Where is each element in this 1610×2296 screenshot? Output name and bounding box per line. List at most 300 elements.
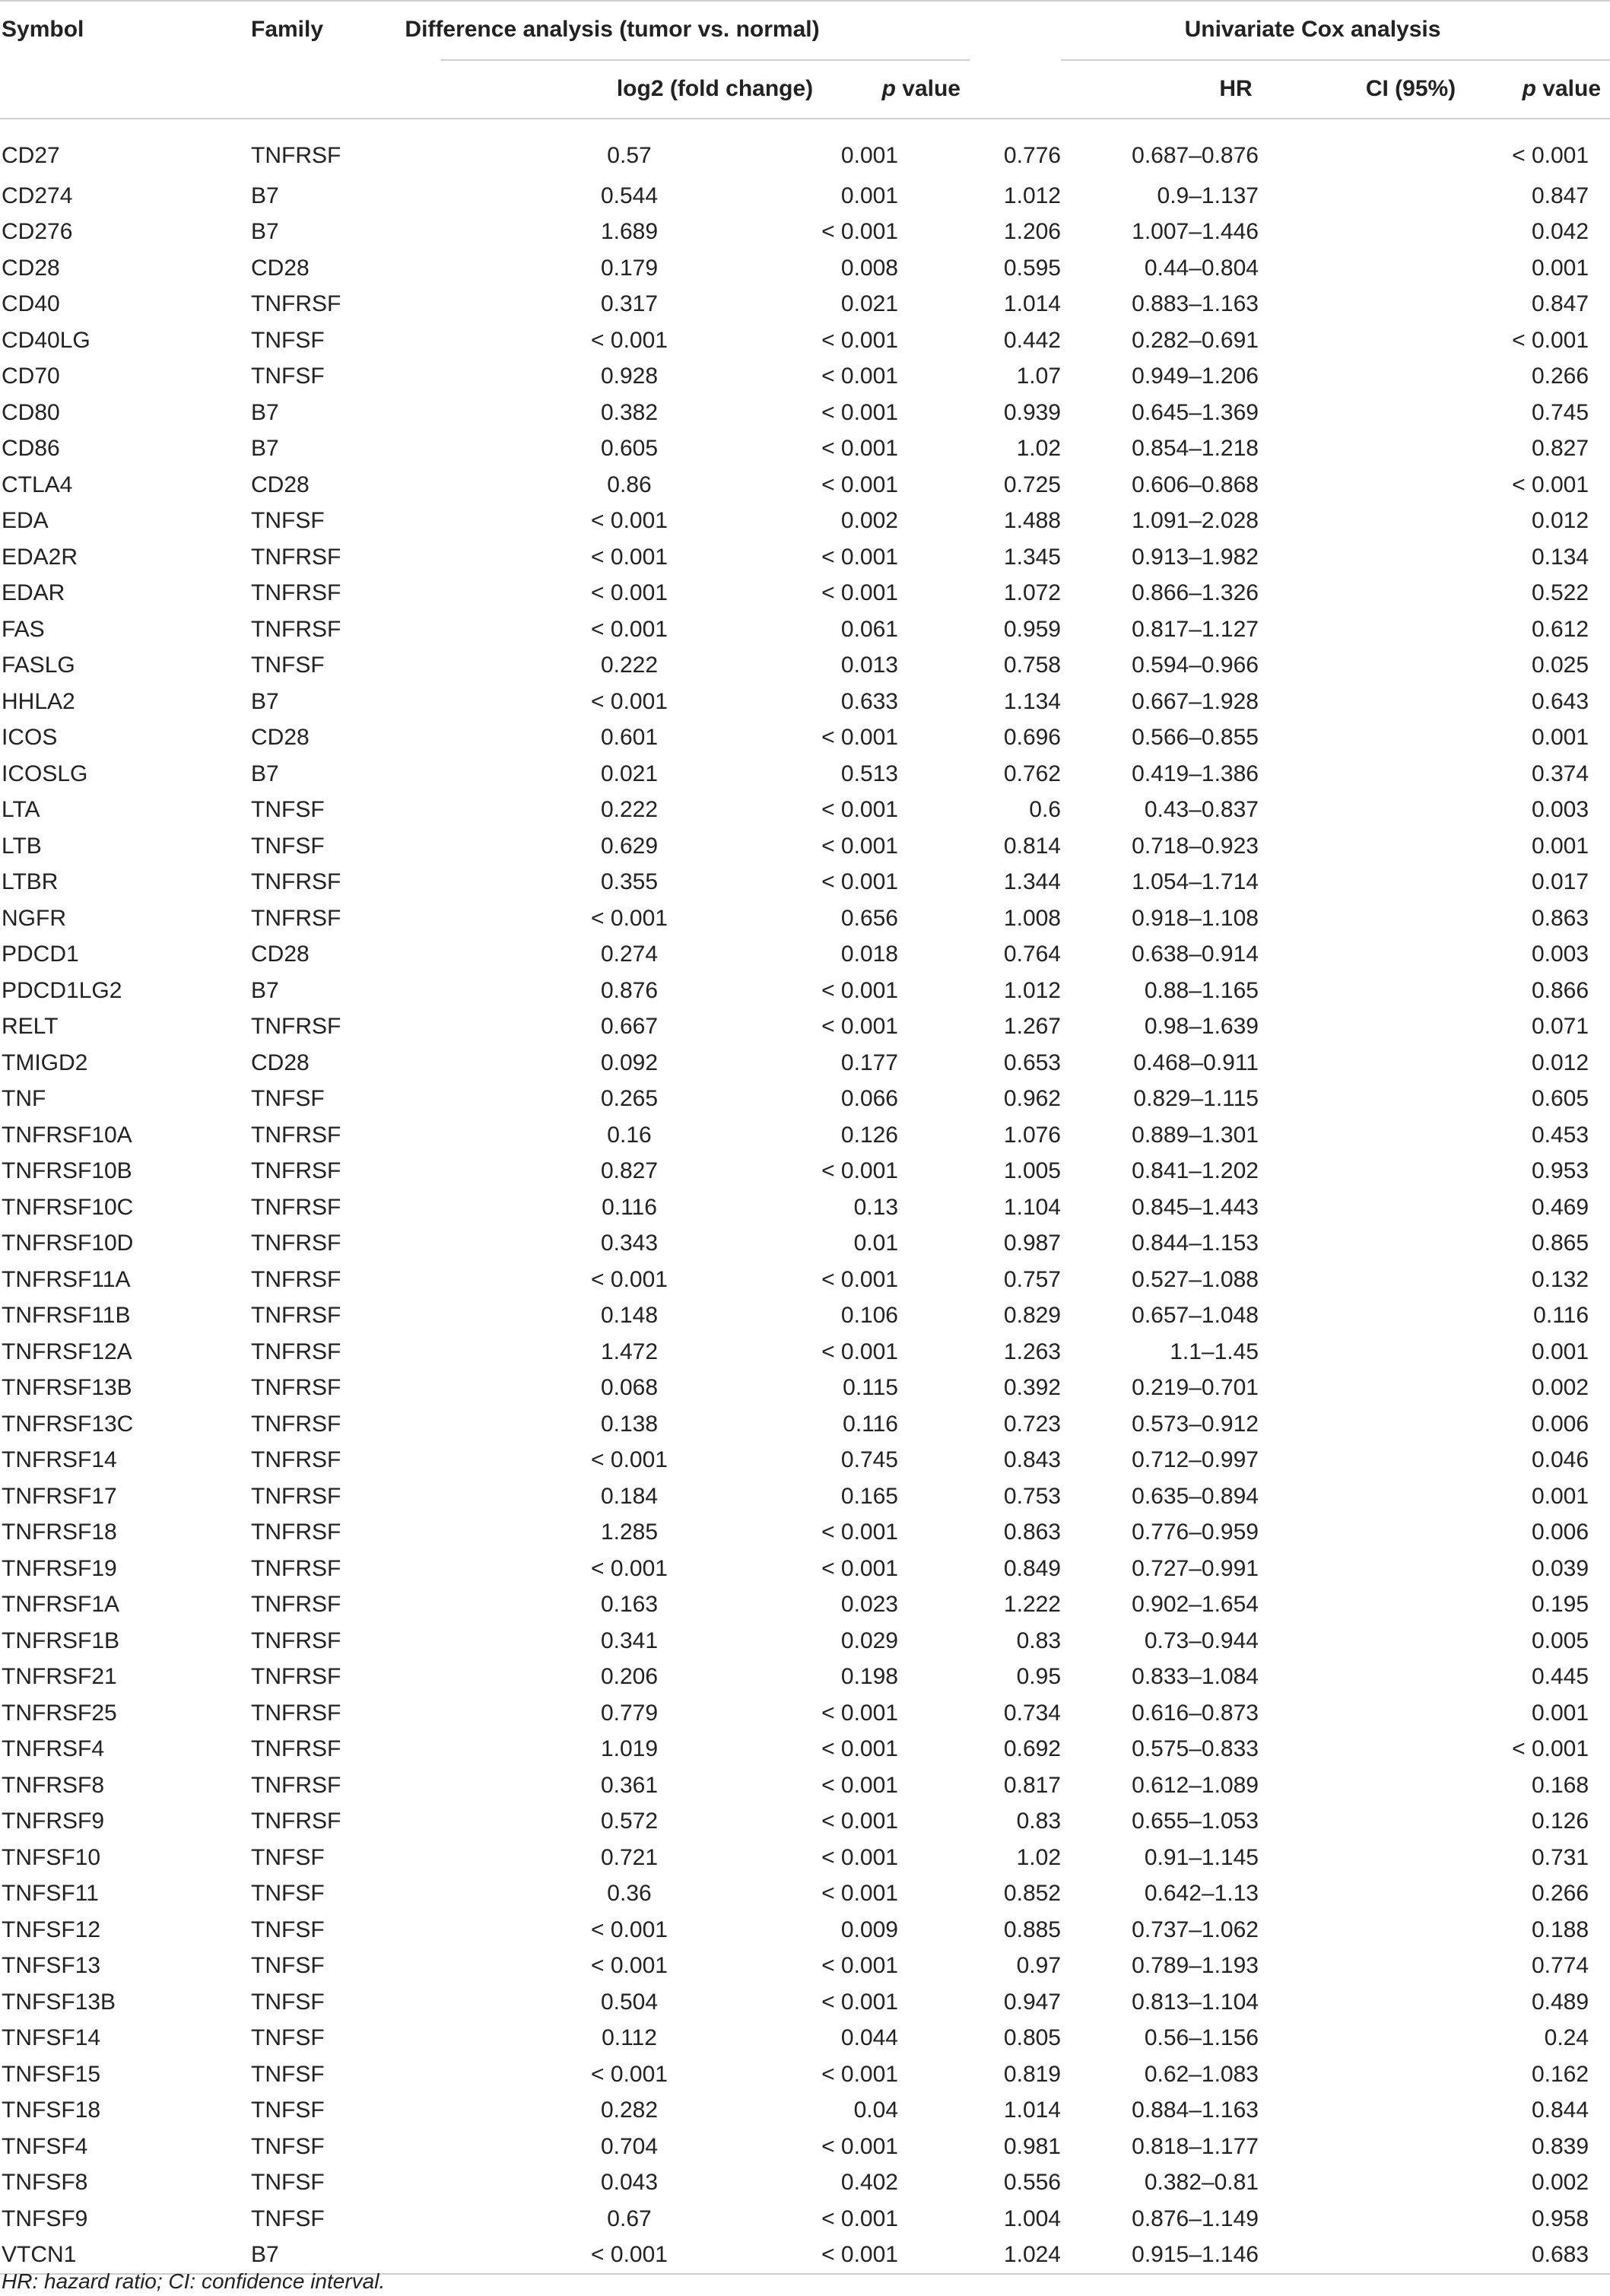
cell-log2fc: 0.021 bbox=[600, 761, 659, 786]
cell-log2fc: < 0.001 bbox=[591, 616, 668, 642]
cell-ci: 0.594–0.966 bbox=[1132, 653, 1259, 678]
cell-pvalue: < 0.001 bbox=[821, 1266, 898, 1292]
cell-pvalue: < 0.001 bbox=[821, 1881, 898, 1907]
cell-family: TNFRSF bbox=[251, 1158, 341, 1184]
cell-pvalue-cox: 0.847 bbox=[1531, 183, 1589, 208]
cell-family: TNFRSF bbox=[251, 905, 341, 931]
cell-hr: 0.817 bbox=[1003, 1772, 1061, 1798]
table-row bbox=[0, 322, 1610, 359]
cell-ci: 0.844–1.153 bbox=[1132, 1231, 1259, 1256]
cell-family: TNFSF bbox=[251, 653, 325, 678]
table-row bbox=[0, 1226, 1610, 1262]
cell-ci: 0.718–0.923 bbox=[1132, 833, 1259, 859]
cell-family: B7 bbox=[251, 183, 279, 208]
cell-symbol: TNFSF18 bbox=[2, 2098, 101, 2123]
cell-pvalue: < 0.001 bbox=[821, 1989, 898, 2015]
cell-symbol: CD274 bbox=[2, 183, 73, 208]
cell-symbol: FASLG bbox=[2, 653, 75, 678]
cell-ci: 0.789–1.193 bbox=[1132, 1953, 1259, 1979]
table-row bbox=[0, 900, 1610, 937]
cell-pvalue-cox: 0.266 bbox=[1531, 1881, 1589, 1907]
cell-pvalue: 0.633 bbox=[840, 688, 898, 714]
cell-hr: 0.653 bbox=[1003, 1050, 1061, 1075]
cell-pvalue: < 0.001 bbox=[821, 833, 898, 859]
cell-ci: 0.829–1.115 bbox=[1133, 1086, 1259, 1112]
cell-symbol: TNFSF13 bbox=[2, 1953, 101, 1979]
cell-pvalue-cox: 0.469 bbox=[1531, 1194, 1589, 1220]
cell-symbol: CD86 bbox=[2, 436, 60, 462]
cell-hr: 0.692 bbox=[1003, 1736, 1061, 1762]
cell-pvalue-cox: < 0.001 bbox=[1512, 472, 1589, 497]
cell-pvalue-cox: 0.001 bbox=[1531, 1483, 1589, 1509]
cell-pvalue-cox: 0.24 bbox=[1544, 2025, 1589, 2051]
cell-ci: 0.419–1.386 bbox=[1132, 761, 1259, 786]
cell-ci: 0.876–1.149 bbox=[1132, 2205, 1259, 2231]
cell-family: TNFRSF bbox=[251, 1194, 341, 1220]
cell-pvalue-cox: 0.012 bbox=[1531, 508, 1589, 534]
table-row bbox=[0, 1984, 1610, 2021]
cell-log2fc: 0.282 bbox=[600, 2098, 659, 2123]
cell-pvalue-cox: 0.953 bbox=[1531, 1158, 1589, 1184]
table-row bbox=[0, 539, 1610, 576]
cell-pvalue: < 0.001 bbox=[821, 1736, 898, 1762]
cell-pvalue: < 0.001 bbox=[821, 2133, 898, 2159]
cell-family: TNFRSF bbox=[251, 1483, 341, 1509]
cell-ci: 0.468–0.911 bbox=[1133, 1050, 1259, 1075]
table-row bbox=[0, 1334, 1610, 1370]
cell-pvalue: < 0.001 bbox=[696, 2237, 970, 2275]
cell-log2fc: 0.163 bbox=[600, 1592, 659, 1618]
cell-family: TNFSF bbox=[251, 1917, 325, 1942]
table-row bbox=[0, 250, 1610, 287]
table-row bbox=[0, 1370, 1610, 1407]
cell-log2fc: 0.116 bbox=[602, 1194, 657, 1220]
cell-pvalue: < 0.001 bbox=[821, 1772, 898, 1798]
cell-log2fc: 0.544 bbox=[600, 183, 659, 208]
cell-pvalue: < 0.001 bbox=[821, 1555, 898, 1581]
table-row bbox=[0, 2021, 1610, 2057]
table-row bbox=[0, 2165, 1610, 2202]
cell-pvalue-cox: 0.046 bbox=[1531, 1447, 1589, 1473]
cell-log2fc: < 0.001 bbox=[591, 688, 668, 714]
cell-log2fc: 0.572 bbox=[600, 1809, 659, 1834]
cell-hr: 0.758 bbox=[1003, 653, 1061, 678]
cell-pvalue-cox: 0.002 bbox=[1531, 1375, 1589, 1401]
cell-pvalue: < 0.001 bbox=[821, 327, 898, 353]
cell-log2fc: 1.019 bbox=[600, 1736, 659, 1762]
header-log2fc bbox=[441, 59, 814, 119]
cell-pvalue: < 0.001 bbox=[821, 544, 898, 570]
cell-hr: 1.222 bbox=[1003, 1592, 1061, 1618]
cell-symbol: TNFRSF14 bbox=[2, 1447, 117, 1473]
table-row bbox=[0, 178, 1610, 214]
cell-symbol: TNFRSF10C bbox=[2, 1194, 134, 1220]
cell-pvalue-cox: < 0.001 bbox=[1512, 142, 1589, 168]
cell-ci: 0.527–1.088 bbox=[1132, 1266, 1259, 1292]
cell-pvalue: < 0.001 bbox=[821, 364, 898, 389]
table-row bbox=[0, 287, 1610, 323]
cell-pvalue: 0.002 bbox=[840, 508, 898, 534]
cell-log2fc: 0.629 bbox=[600, 833, 659, 859]
table-row bbox=[0, 611, 1610, 648]
cell-ci: 0.889–1.301 bbox=[1132, 1122, 1259, 1148]
cell-ci: 0.737–1.062 bbox=[1132, 1917, 1259, 1942]
cell-pvalue-cox: 0.001 bbox=[1531, 725, 1589, 751]
cell-ci: 0.9–1.137 bbox=[1157, 183, 1259, 208]
cell-ci: 0.813–1.104 bbox=[1132, 1989, 1259, 2015]
cell-symbol: FAS bbox=[2, 616, 45, 642]
cell-pvalue-cox: 0.006 bbox=[1531, 1520, 1589, 1545]
cell-symbol: EDA2R bbox=[2, 544, 78, 570]
cell-ci: 0.657–1.048 bbox=[1132, 1303, 1259, 1329]
table-row bbox=[0, 576, 1610, 612]
cell-hr: 1.008 bbox=[1003, 905, 1061, 931]
cell-symbol: LTA bbox=[2, 797, 40, 823]
cell-pvalue: < 0.001 bbox=[821, 1700, 898, 1726]
table-footnote: HR: hazard ratio; CI: confidence interval. bbox=[2, 2269, 386, 2293]
table-row bbox=[0, 2237, 1610, 2275]
cell-pvalue-cox: 0.605 bbox=[1531, 1086, 1589, 1112]
cell-log2fc: 0.67 bbox=[607, 2205, 652, 2231]
cell-pvalue: 0.126 bbox=[840, 1122, 898, 1148]
cell-log2fc: 1.285 bbox=[600, 1520, 659, 1545]
cell-pvalue-cox: 0.445 bbox=[1531, 1664, 1589, 1690]
cell-pvalue: < 0.001 bbox=[821, 869, 898, 895]
cell-symbol: TNFRSF10A bbox=[2, 1122, 132, 1148]
cell-family: TNFSF bbox=[251, 1953, 325, 1979]
cell-family: TNFRSF bbox=[251, 1375, 341, 1401]
cell-pvalue: 0.106 bbox=[840, 1303, 898, 1329]
table-row bbox=[0, 1406, 1610, 1443]
table-row bbox=[0, 1009, 1610, 1046]
cell-log2fc: 0.704 bbox=[600, 2133, 659, 2159]
table-header bbox=[0, 1, 1610, 119]
cell-pvalue: 0.13 bbox=[853, 1194, 898, 1220]
cell-symbol: TNFRSF25 bbox=[2, 1700, 117, 1726]
cell-hr: 0.959 bbox=[1003, 616, 1061, 642]
cell-log2fc: 0.721 bbox=[600, 1844, 659, 1870]
cell-pvalue-cox: 0.012 bbox=[1531, 1050, 1589, 1075]
cell-pvalue-cox: 0.827 bbox=[1531, 436, 1589, 462]
cell-ci: 0.913–1.982 bbox=[1132, 544, 1259, 570]
cell-family: TNFRSF bbox=[251, 1014, 341, 1040]
cell-ci: 0.667–1.928 bbox=[1132, 688, 1259, 714]
table-row bbox=[0, 1767, 1610, 1804]
cell-pvalue-cox: 0.006 bbox=[1531, 1411, 1589, 1437]
cell-ci: 0.642–1.13 bbox=[1144, 1881, 1259, 1907]
cell-family: TNFRSF bbox=[251, 142, 341, 168]
cell-symbol: ICOS bbox=[2, 725, 58, 751]
cell-pvalue-cox: 0.489 bbox=[1531, 1989, 1589, 2015]
cell-pvalue-cox: 0.001 bbox=[1531, 1700, 1589, 1726]
cell-family: TNFSF bbox=[251, 1881, 325, 1907]
cell-pvalue-cox: 0.453 bbox=[1531, 1122, 1589, 1148]
cell-pvalue-cox: 0.003 bbox=[1531, 797, 1589, 823]
cell-pvalue-cox: 0.774 bbox=[1531, 1953, 1589, 1979]
cell-hr: 0.819 bbox=[1003, 2061, 1061, 2087]
table-row bbox=[0, 684, 1610, 720]
table-row bbox=[0, 756, 1610, 792]
cell-hr: 0.83 bbox=[1016, 1628, 1061, 1653]
cell-pvalue: < 0.001 bbox=[821, 219, 898, 245]
cell-ci: 0.712–0.997 bbox=[1132, 1447, 1259, 1473]
cell-family: CD28 bbox=[251, 725, 310, 751]
cell-hr: 1.012 bbox=[1003, 183, 1061, 208]
cell-pvalue-cox: 0.003 bbox=[1531, 942, 1589, 967]
cell-pvalue-cox: 0.643 bbox=[1531, 688, 1589, 714]
cell-log2fc: < 0.001 bbox=[591, 508, 668, 534]
cell-hr: 0.852 bbox=[1003, 1881, 1061, 1907]
cell-symbol: HHLA2 bbox=[2, 688, 75, 714]
cell-pvalue: 0.513 bbox=[840, 761, 898, 786]
cell-log2fc: 0.827 bbox=[600, 1158, 659, 1184]
table-row bbox=[0, 828, 1610, 865]
cell-hr: 1.344 bbox=[1003, 869, 1061, 895]
cell-hr: 0.734 bbox=[1003, 1700, 1061, 1726]
cell-pvalue: < 0.001 bbox=[821, 1014, 898, 1040]
cell-family: TNFRSF bbox=[251, 291, 341, 317]
cell-symbol: LTB bbox=[2, 833, 42, 859]
cell-hr: 0.6 bbox=[1029, 797, 1061, 823]
cell-ci: 0.606–0.868 bbox=[1132, 472, 1259, 497]
cell-hr: 0.843 bbox=[1003, 1447, 1061, 1473]
cell-family: TNFSF bbox=[251, 2098, 325, 2123]
cell-hr: 0.83 bbox=[1016, 1809, 1061, 1834]
cell-ci: 0.884–1.163 bbox=[1132, 2098, 1259, 2123]
cell-log2fc: 0.092 bbox=[600, 1050, 659, 1075]
cell-log2fc: 0.222 bbox=[600, 797, 659, 823]
table-row bbox=[0, 1695, 1610, 1732]
header-difference-group-label: Difference analysis (tumor vs. normal) bbox=[405, 17, 820, 42]
cell-symbol: TNFRSF12A bbox=[2, 1339, 132, 1364]
cell-pvalue: 0.023 bbox=[840, 1592, 898, 1618]
cell-symbol: TNFRSF8 bbox=[2, 1772, 104, 1798]
cell-log2fc: < 0.001 bbox=[441, 2237, 696, 2275]
header-symbol: Symbol bbox=[0, 1, 251, 59]
cell-log2fc: 0.317 bbox=[600, 291, 659, 317]
cell-pvalue: 0.013 bbox=[840, 653, 898, 678]
cell-pvalue: 0.115 bbox=[843, 1375, 898, 1401]
table-row bbox=[0, 648, 1610, 684]
cell-pvalue-cox: 0.132 bbox=[1531, 1266, 1589, 1292]
cell-pvalue: 0.001 bbox=[840, 183, 898, 208]
cell-pvalue: 0.04 bbox=[853, 2098, 898, 2123]
cell-ci: 0.56–1.156 bbox=[1144, 2025, 1259, 2051]
cell-hr: 1.02 bbox=[1016, 436, 1061, 462]
cell-family: TNFRSF bbox=[251, 1339, 341, 1364]
table-row bbox=[0, 865, 1610, 901]
cell-log2fc: < 0.001 bbox=[591, 544, 668, 570]
cell-ci: 0.91–1.145 bbox=[1144, 1844, 1259, 1870]
cell-symbol: CTLA4 bbox=[2, 472, 73, 497]
cell-log2fc: < 0.001 bbox=[591, 327, 668, 353]
cell-pvalue-cox: < 0.001 bbox=[1512, 1736, 1589, 1762]
cell-symbol: TNFSF11 bbox=[2, 1881, 99, 1907]
cell-family: TNFSF bbox=[251, 2061, 325, 2087]
header-cox-group bbox=[970, 1, 1610, 59]
cell-pvalue: < 0.001 bbox=[821, 725, 898, 751]
cell-log2fc: 0.184 bbox=[600, 1483, 659, 1509]
cell-pvalue: < 0.001 bbox=[821, 977, 898, 1003]
cell-pvalue: 0.021 bbox=[840, 291, 898, 317]
cell-symbol: CD40 bbox=[2, 291, 60, 317]
cell-hr: 0.829 bbox=[1003, 1303, 1061, 1329]
cell-hr: 0.757 bbox=[1003, 1266, 1061, 1292]
table-row bbox=[0, 1912, 1610, 1948]
cell-log2fc: < 0.001 bbox=[591, 1447, 668, 1473]
cell-symbol: NGFR bbox=[2, 905, 66, 931]
table-row bbox=[0, 1189, 1610, 1226]
header-pvalue-1-suffix: value bbox=[895, 75, 961, 101]
cell-log2fc: 0.355 bbox=[600, 869, 659, 895]
cell-hr: 1.076 bbox=[1003, 1122, 1061, 1148]
cell-pvalue: < 0.001 bbox=[821, 472, 898, 497]
cell-family: B7 bbox=[251, 761, 279, 786]
table-row bbox=[0, 359, 1610, 395]
cell-log2fc: 0.86 bbox=[607, 472, 652, 497]
table-row bbox=[0, 503, 1610, 540]
cell-pvalue-cox: 0.865 bbox=[1531, 1231, 1589, 1256]
header-pvalue-1-letter: p bbox=[881, 75, 896, 101]
cell-hr: 0.753 bbox=[1003, 1483, 1061, 1509]
table-row bbox=[0, 2093, 1610, 2129]
table-row bbox=[0, 1515, 1610, 1551]
cell-log2fc: 0.206 bbox=[600, 1664, 659, 1690]
cell-pvalue-cox: 0.134 bbox=[1531, 544, 1589, 570]
cell-hr: 0.442 bbox=[1003, 327, 1061, 353]
cell-symbol: VTCN1 bbox=[0, 2237, 251, 2275]
cell-hr: 1.07 bbox=[1016, 364, 1061, 389]
cell-log2fc: 0.779 bbox=[600, 1700, 659, 1726]
cell-symbol: TNFRSF4 bbox=[2, 1736, 104, 1762]
cell-pvalue: 0.008 bbox=[840, 255, 898, 281]
cell-ci: 0.818–1.177 bbox=[1132, 2133, 1259, 2159]
cell-family: TNFRSF bbox=[251, 1231, 341, 1256]
cell-ci: 0.687–0.876 bbox=[1132, 142, 1259, 168]
cell-log2fc: 0.112 bbox=[602, 2025, 657, 2051]
cell-pvalue-cox: 0.116 bbox=[1533, 1303, 1589, 1329]
table-row bbox=[0, 2201, 1610, 2237]
cell-pvalue: 0.001 bbox=[840, 142, 898, 168]
cell-ci: 1.1–1.45 bbox=[1170, 1339, 1259, 1364]
cell-pvalue-cox: 0.195 bbox=[1531, 1592, 1589, 1618]
cell-hr: 0.392 bbox=[1003, 1375, 1061, 1401]
cell-hr: 0.885 bbox=[1003, 1917, 1061, 1942]
cell-pvalue: 0.018 bbox=[840, 942, 898, 967]
cell-hr: 0.987 bbox=[1003, 1231, 1061, 1256]
cell-log2fc: 0.222 bbox=[600, 653, 659, 678]
cell-pvalue: < 0.001 bbox=[821, 1339, 898, 1364]
cell-pvalue-cox: 0.683 bbox=[1271, 2237, 1610, 2275]
cell-family: B7 bbox=[251, 399, 279, 425]
cell-pvalue-cox: 0.839 bbox=[1531, 2133, 1589, 2159]
table-row bbox=[0, 1876, 1610, 1913]
cell-pvalue: < 0.001 bbox=[821, 1844, 898, 1870]
table-row bbox=[0, 1154, 1610, 1190]
cell-ci: 0.88–1.165 bbox=[1144, 977, 1259, 1003]
cell-log2fc: < 0.001 bbox=[591, 2061, 668, 2087]
table-row bbox=[0, 1804, 1610, 1840]
cell-pvalue-cox: 0.612 bbox=[1531, 616, 1589, 642]
cell-hr: 0.595 bbox=[1003, 255, 1061, 281]
cell-family: CD28 bbox=[251, 942, 310, 967]
cell-ci: 0.98–1.639 bbox=[1144, 1014, 1259, 1040]
cell-pvalue-cox: 0.745 bbox=[1531, 399, 1589, 425]
table-row bbox=[0, 1732, 1610, 1768]
table-row bbox=[0, 1587, 1610, 1624]
cell-ci: 0.817–1.127 bbox=[1132, 616, 1259, 642]
cell-ci: 1.054–1.714 bbox=[1132, 869, 1259, 895]
cell-ci: 0.915–1.146 bbox=[1061, 2237, 1271, 2275]
cell-log2fc: 0.876 bbox=[600, 977, 659, 1003]
header-pvalue-2-letter: p bbox=[1522, 75, 1536, 101]
cell-log2fc: 0.382 bbox=[600, 399, 659, 425]
cell-family: TNFRSF bbox=[251, 1700, 341, 1726]
cell-family: TNFRSF bbox=[251, 1664, 341, 1690]
cell-family: TNFRSF bbox=[251, 869, 341, 895]
cell-pvalue-cox: 0.958 bbox=[1531, 2205, 1589, 2231]
cell-ci: 0.866–1.326 bbox=[1132, 580, 1259, 606]
cell-log2fc: 0.361 bbox=[600, 1772, 659, 1798]
cell-family: B7 bbox=[251, 219, 279, 245]
cell-family: TNFRSF bbox=[251, 1447, 341, 1473]
cell-ci: 0.655–1.053 bbox=[1132, 1809, 1259, 1834]
cell-pvalue-cox: 0.126 bbox=[1531, 1809, 1589, 1834]
cell-ci: 0.845–1.443 bbox=[1132, 1194, 1259, 1220]
cell-symbol: CD40LG bbox=[2, 327, 91, 353]
cell-family: TNFRSF bbox=[251, 1809, 341, 1834]
cell-pvalue-cox: 0.866 bbox=[1531, 977, 1589, 1003]
cell-pvalue-cox: 0.071 bbox=[1531, 1014, 1589, 1040]
cell-log2fc: 0.138 bbox=[600, 1411, 659, 1437]
header-family: Family bbox=[251, 1, 441, 59]
cell-pvalue: 0.656 bbox=[840, 905, 898, 931]
cell-symbol: CD28 bbox=[2, 255, 60, 281]
cell-pvalue-cox: 0.005 bbox=[1531, 1628, 1589, 1653]
cell-ci: 0.776–0.959 bbox=[1132, 1520, 1259, 1545]
cell-hr: 0.764 bbox=[1003, 942, 1061, 967]
cell-log2fc: 0.043 bbox=[600, 2170, 659, 2196]
cell-log2fc: < 0.001 bbox=[591, 1266, 668, 1292]
cell-pvalue-cox: 0.844 bbox=[1531, 2098, 1589, 2123]
cell-family: TNFSF bbox=[251, 2025, 325, 2051]
cell-ci: 0.727–0.991 bbox=[1132, 1555, 1259, 1581]
cell-symbol: CD276 bbox=[2, 219, 73, 245]
cell-log2fc: < 0.001 bbox=[591, 905, 668, 931]
cell-symbol: TNFSF13B bbox=[2, 1989, 116, 2015]
cell-family: TNFRSF bbox=[251, 1555, 341, 1581]
cell-log2fc: 1.472 bbox=[600, 1339, 659, 1364]
cell-hr: 1.014 bbox=[1003, 2098, 1061, 2123]
cell-ci: 1.007–1.446 bbox=[1132, 219, 1259, 245]
cell-symbol: TNFRSF13C bbox=[2, 1411, 134, 1437]
cell-symbol: PDCD1LG2 bbox=[2, 977, 122, 1003]
header-ci-label: CI (95%) bbox=[1365, 75, 1456, 101]
table-row bbox=[0, 2056, 1610, 2093]
cell-log2fc: 0.068 bbox=[600, 1375, 659, 1401]
cell-pvalue: < 0.001 bbox=[821, 1809, 898, 1834]
cell-pvalue-cox: 0.374 bbox=[1531, 761, 1589, 786]
cell-log2fc: < 0.001 bbox=[591, 1555, 668, 1581]
cell-pvalue: < 0.001 bbox=[821, 1953, 898, 1979]
cell-log2fc: 0.148 bbox=[600, 1303, 659, 1329]
cell-family: TNFSF bbox=[251, 508, 325, 534]
cell-symbol: TNFRSF19 bbox=[2, 1555, 117, 1581]
cell-log2fc: 0.504 bbox=[600, 1989, 659, 2015]
cell-pvalue: 0.177 bbox=[840, 1050, 898, 1075]
cell-symbol: LTBR bbox=[2, 869, 59, 895]
cell-pvalue: 0.116 bbox=[843, 1411, 898, 1437]
